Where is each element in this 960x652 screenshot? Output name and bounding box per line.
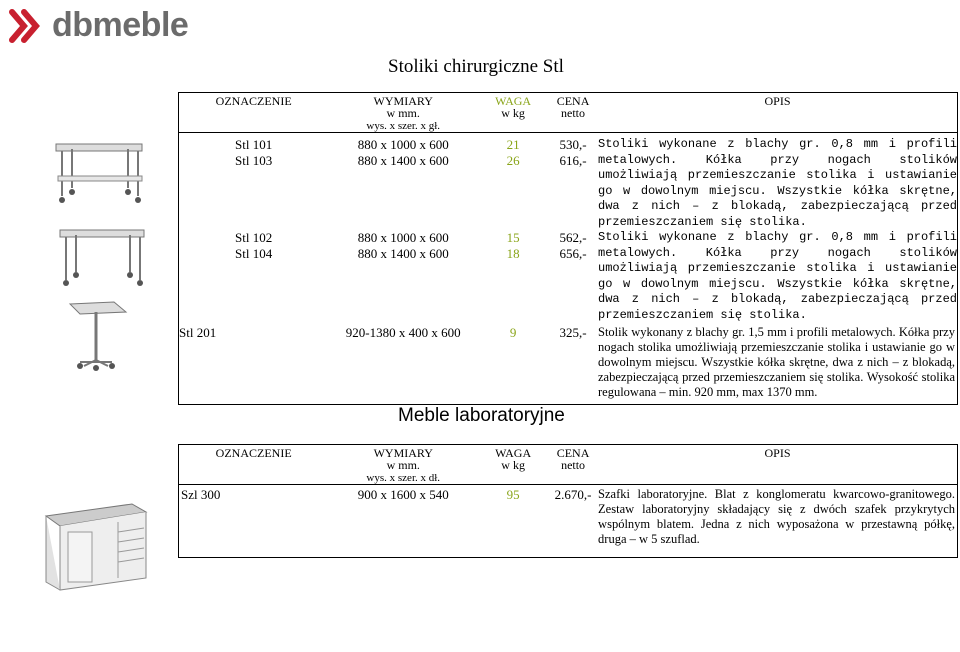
weight-cell: 15 18: [506, 230, 520, 261]
surgical-table-image: [52, 138, 147, 206]
col-header-weight: WAGA w kg: [478, 445, 548, 485]
price-cell: 2.670,-: [554, 487, 592, 502]
table-header-row: [179, 93, 958, 133]
col-header-price: CENA netto: [548, 445, 598, 485]
code-cell: Stl 201: [179, 325, 217, 340]
dims-cell: 880 x 1000 x 600 880 x 1400 x 600: [357, 230, 449, 261]
section-title-surgical: Stoliki chirurgiczne Stl: [388, 56, 564, 77]
table-row: [179, 485, 958, 558]
logo-mark-icon: [8, 8, 44, 44]
col-header-name: OZNACZENIE: [179, 445, 329, 485]
weight-cell: 95: [506, 487, 520, 502]
col-header-dims: WYMIARY w mm. wys. x szer. x gł.: [328, 93, 478, 133]
col-header-name: OZNACZENIE: [179, 93, 329, 133]
lab-cabinet-image: [40, 498, 150, 598]
desc-cell: Stoliki wykonane z blachy gr. 0,8 mm i profili metalowych. Kółka przy nogach stolików umożliwiają przemieszczanie stolika i ustawianie go w dowolnym miejscu. Wszystkie kółka skrętne, dwa z nich – z blokadą, zabezpieczającą przed przemieszczaniem się stolika.: [598, 137, 957, 229]
dims-cell: 900 x 1600 x 540: [357, 487, 449, 502]
desc-cell: Szafki laboratoryjne. Blat z konglomeratu kwarcowo-granitowego. Zestaw laboratoryjny składający się z dwóch szafek przykrytych wspólnym blatem. Jedna z nich wyposażona w przestawną półkę, druga – w 5 szuflad.: [598, 487, 955, 546]
col-header-desc: OPIS: [598, 445, 957, 485]
surgical-tables-table: [178, 92, 958, 405]
table-row: [179, 133, 958, 231]
weight-cell: 21 26: [506, 137, 520, 168]
weight-cell: 9: [509, 325, 517, 340]
table-row: [179, 230, 958, 323]
col-header-dims: WYMIARY w mm. wys. x szer. x dł.: [328, 445, 478, 485]
code-cell: Stl 101 Stl 103: [235, 137, 273, 168]
brand-logo: [8, 6, 223, 46]
table-header-row: [179, 445, 958, 485]
code-cell: Szl 300: [181, 487, 221, 502]
col-header-desc: OPIS: [598, 93, 958, 133]
dims-cell: 920-1380 x 400 x 600: [345, 325, 461, 340]
price-cell: 325,-: [559, 325, 587, 340]
section-title-lab: Meble laboratoryjne: [398, 405, 565, 426]
lab-furniture-table: [178, 444, 958, 558]
surgical-table-image: [56, 222, 148, 288]
mobile-stand-image: [68, 298, 128, 373]
price-cell: 562,- 656,-: [559, 230, 587, 261]
desc-cell: Stoliki wykonane z blachy gr. 0,8 mm i profili metalowych. Kółka przy nogach stolików umożliwiają przemieszczanie stolika i ustawianie go w dowolnym miejscu. Wszystkie kółka skrętne, dwa z nich – z blokadą, zabezpieczającą przed przemieszczaniem się stolika.: [598, 230, 957, 322]
dims-cell: 880 x 1000 x 600 880 x 1400 x 600: [357, 137, 449, 168]
desc-cell: Stolik wykonany z blachy gr. 1,5 mm i profili metalowych. Kółka przy nogach stolika umożliwiają przemieszczanie stolika i ustawianie go w dowolnym miejscu. Wszystkie kółka skrętne, dwa z nich – z blokadą, zabezpieczającą przed przemieszczaniem się stolika. Wysokość stolika regulowana – min. 920 mm, max 1370 mm.: [598, 325, 955, 399]
col-header-weight: WAGA w kg: [478, 93, 548, 133]
table-row: [179, 323, 958, 405]
logo-text: dbmeble: [52, 6, 189, 44]
price-cell: 530,- 616,-: [559, 137, 587, 168]
col-header-price: CENA netto: [548, 93, 598, 133]
code-cell: Stl 102 Stl 104: [235, 230, 273, 261]
